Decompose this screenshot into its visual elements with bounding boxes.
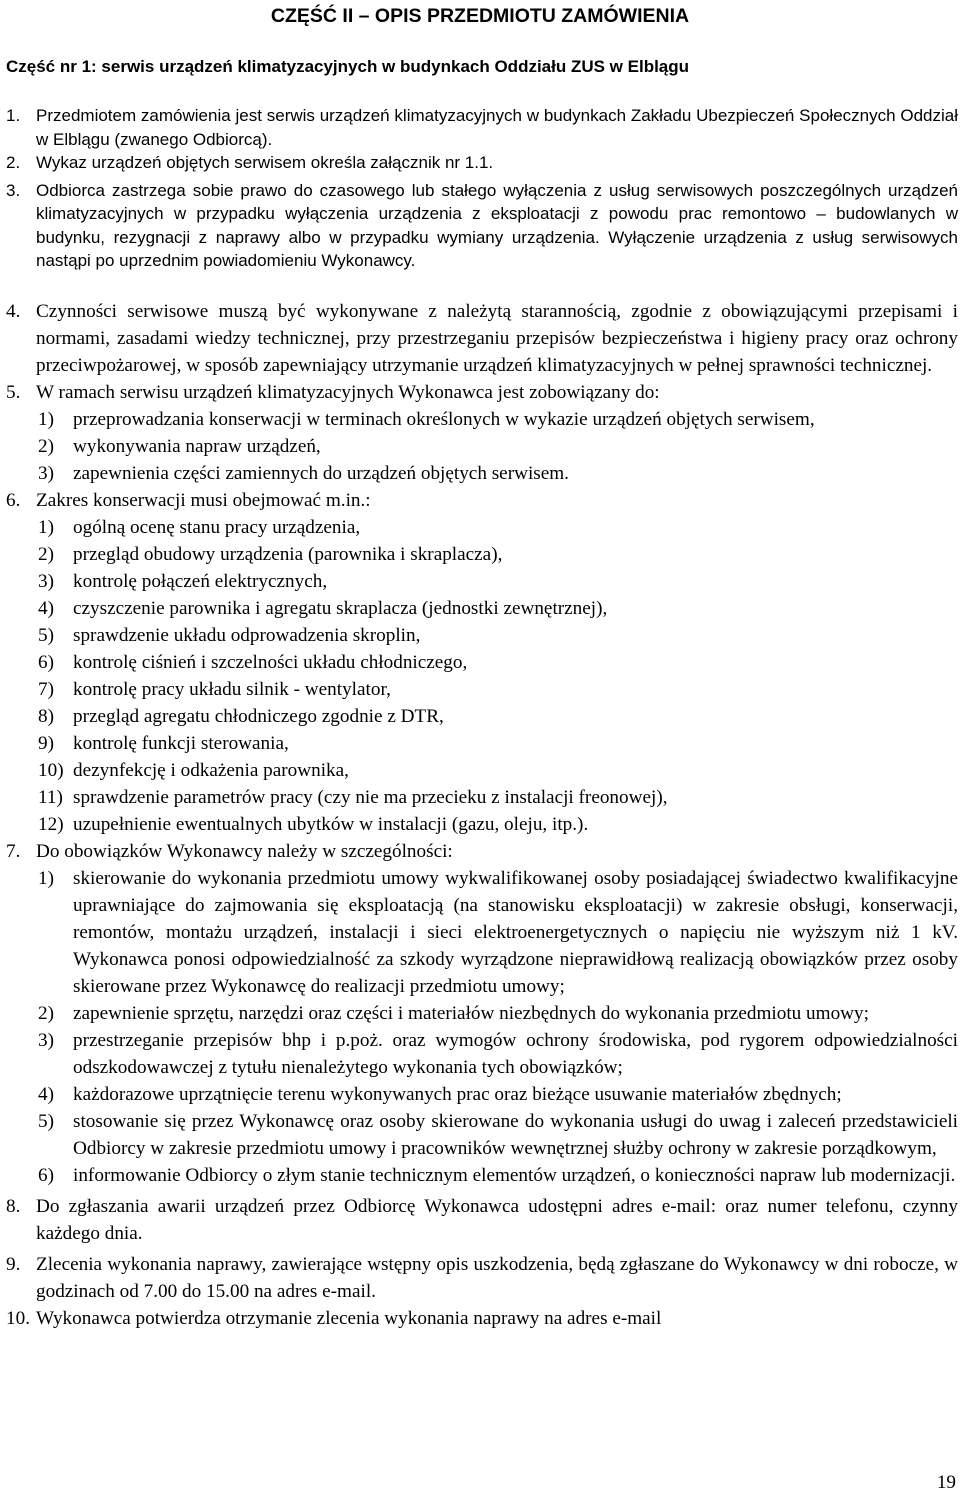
list-item-8	[6, 1193, 958, 1247]
sub-item	[38, 730, 958, 757]
list-item-4	[6, 298, 958, 379]
sub-item-number: 2)	[38, 436, 54, 457]
sub-item-number: 1)	[38, 868, 54, 889]
sub-item-text: przestrzeganie przepisów bhp i p.poż. oraz wymogów ochrony środowiska, pod rygorem odpowiedzialności odszkodowawczej z tytułu nienależytego wykonania tych obowiązków;	[73, 1030, 958, 1078]
sub-item	[38, 1081, 958, 1108]
item-text: Do obowiązków Wykonawcy należy w szczególności:	[36, 841, 453, 862]
sub-item-text: wykonywania napraw urządzeń,	[73, 436, 321, 457]
sub-item	[38, 1162, 958, 1189]
item-text: Odbiorca zastrzega sobie prawo do czasowego lub stałego wyłączenia z usług serwisowych poszczególnych urządzeń klimatyzacyjnych w przypadku wyłączenia urządzenia z eksploatacji z powodu prac remontowo – budowlanych w budynku, rezygnacji z naprawy albo w przypadku wymiany urządzenia. Wyłączenie urządzenia z usług serwisowych nastąpi po uprzednim powiadomieniu Wykonawcy.	[36, 180, 958, 270]
sub-item	[38, 622, 958, 649]
item-number: 10.	[6, 1308, 30, 1329]
sub-item	[38, 541, 958, 568]
sub-item	[38, 649, 958, 676]
list-item-10	[6, 1305, 958, 1332]
item-text: Przedmiotem zamówienia jest serwis urządzeń klimatyzacyjnych w budynkach Zakładu Ubezpieczeń Społecznych Oddział w Elblągu (zwanego Odbiorcą).	[36, 106, 958, 149]
sub-item-text: kontrolę pracy układu silnik - wentylator,	[73, 679, 391, 700]
sub-item	[38, 784, 958, 811]
sub-item-number: 4)	[38, 598, 54, 619]
sub-item-number: 10)	[38, 760, 64, 781]
item-number: 6.	[6, 490, 21, 511]
sub-item	[38, 568, 958, 595]
section-subtitle: Część nr 1: serwis urządzeń klimatyzacyjnych w budynkach Oddziału ZUS w Elblągu	[6, 57, 690, 76]
sub-item-text: czyszczenie parownika i agregatu skraplacza (jednostki zewnętrznej),	[73, 598, 608, 619]
list-item-3	[6, 179, 958, 273]
sub-item-text: zapewnienia części zamiennych do urządzeń objętych serwisem.	[73, 463, 569, 484]
sub-item	[38, 811, 958, 838]
sub-item	[38, 1000, 958, 1027]
sub-item-text: sprawdzenie układu odprowadzenia skroplin,	[73, 625, 421, 646]
sub-item-text: kontrolę połączeń elektrycznych,	[73, 571, 328, 592]
sub-item	[38, 460, 958, 487]
item-text: Wykaz urządzeń objętych serwisem określa załącznik nr 1.1.	[36, 153, 494, 172]
sub-item-text: przeprowadzania konserwacji w terminach określonych w wykazie urządzeń objętych serwisem,	[73, 409, 815, 430]
item-number: 1.	[6, 106, 21, 125]
sub-item	[38, 595, 958, 622]
sub-item-number: 2)	[38, 544, 54, 565]
sub-item	[38, 676, 958, 703]
sub-item	[38, 757, 958, 784]
page-title: CZĘŚĆ II – OPIS PRZEDMIOTU ZAMÓWIENIA	[270, 5, 690, 27]
list-item-9	[6, 1251, 958, 1305]
item-number: 3.	[6, 180, 21, 200]
list-item-5	[6, 379, 958, 406]
item-number: 7.	[6, 841, 21, 862]
sub-item	[38, 703, 958, 730]
sub-item-text: przegląd obudowy urządzenia (parownika i skraplacza),	[73, 544, 503, 565]
sub-item-number: 12)	[38, 814, 64, 835]
item-number: 9.	[6, 1254, 21, 1275]
item-number: 2.	[6, 153, 21, 172]
sub-item-number: 2)	[38, 1003, 54, 1024]
item-number: 8.	[6, 1196, 21, 1217]
sub-item-number: 5)	[38, 625, 54, 646]
sub-item-text: zapewnienie sprzętu, narzędzi oraz części i materiałów niezbędnych do wykonania przedmiotu umowy;	[73, 1003, 869, 1024]
page-number: 19	[936, 1472, 956, 1493]
sub-item	[38, 865, 958, 1000]
sub-item-number: 7)	[38, 679, 54, 700]
list-item-2	[6, 151, 958, 175]
sub-item-text: kontrolę ciśnień i szczelności układu chłodniczego,	[73, 652, 468, 673]
sub-item-number: 3)	[38, 1030, 54, 1051]
list-block-sans	[6, 104, 958, 273]
sub-item	[38, 1108, 958, 1162]
sub-item	[38, 406, 958, 433]
item-text: Zakres konserwacji musi obejmować m.in.:	[36, 490, 371, 511]
sub-item-number: 6)	[38, 1165, 54, 1186]
sub-item-text: każdorazowe uprzątnięcie terenu wykonywanych prac oraz bieżące usuwanie materiałów zbędnych;	[73, 1084, 842, 1105]
item-number: 4.	[6, 301, 21, 322]
sub-item-text: dezynfekcję i odkażenia parownika,	[73, 760, 349, 781]
list-item-1	[6, 104, 958, 151]
sub-item-text: ogólną ocenę stanu pracy urządzenia,	[73, 517, 361, 538]
list-item-7	[6, 838, 958, 865]
item-text: Czynności serwisowe muszą być wykonywane z należytą starannością, zgodnie z obowiązującymi przepisami i normami, zasadami wiedzy technicznej, przy przestrzeganiu przepisów bezpieczeństwa i higieny pracy oraz ochrony przeciwpożarowej, w sposób zapewniający utrzymanie urządzeń klimatyzacyjnych w pełnej sprawności technicznej.	[36, 301, 958, 376]
item-number: 5.	[6, 382, 21, 403]
sub-item-number: 6)	[38, 652, 54, 673]
sub-item-number: 1)	[38, 517, 54, 538]
sub-item-number: 3)	[38, 571, 54, 592]
sub-item-number: 11)	[38, 787, 63, 808]
sub-item-number: 4)	[38, 1084, 54, 1105]
sub-item-number: 1)	[38, 409, 54, 430]
sub-item	[38, 433, 958, 460]
sub-item-number: 5)	[38, 1111, 54, 1132]
item-text: Do zgłaszania awarii urządzeń przez Odbiorcę Wykonawca udostępni adres e-mail: oraz numer telefonu, czynny każdego dnia.	[36, 1196, 958, 1244]
sub-item-number: 9)	[38, 733, 54, 754]
sub-item-text: kontrolę funkcji sterowania,	[73, 733, 289, 754]
item-text: Wykonawca potwierdza otrzymanie zlecenia wykonania naprawy na adres e-mail	[36, 1308, 662, 1329]
sub-item-number: 3)	[38, 463, 54, 484]
sub-item-text: informowanie Odbiorcy o złym stanie technicznym elementów urządzeń, o konieczności napraw lub modernizacji.	[73, 1165, 956, 1186]
list-block-serif	[6, 298, 958, 1332]
sub-item	[38, 1027, 958, 1081]
sub-item-text: skierowanie do wykonania przedmiotu umowy wykwalifikowanej osoby posiadającej świadectwo kwalifikacyjne uprawniające do zajmowania się eksploatacją (na stanowisku eksploatacji) w zakresie obsługi, konserwacji, remontów, montażu urządzeń, instalacji i sieci elektroenergetycznych o napięciu nie wyższym niż 1 kV. Wykonawca ponosi odpowiedzialność za szkody wyrządzone nieprawidłową realizacją obowiązków przez osoby skierowane przez Wykonawcę do realizacji przedmiotu umowy;	[73, 868, 958, 997]
sub-item-text: przegląd agregatu chłodniczego zgodnie z DTR,	[73, 706, 444, 727]
item-text: W ramach serwisu urządzeń klimatyzacyjnych Wykonawca jest zobowiązany do:	[36, 382, 660, 403]
sub-item-number: 8)	[38, 706, 54, 727]
sub-item-text: uzupełnienie ewentualnych ubytków w instalacji (gazu, oleju, itp.).	[73, 814, 589, 835]
sub-item-text: stosowanie się przez Wykonawcę oraz osoby skierowane do wykonania usługi do uwag i zaleceń przedstawicieli Odbiorcy w zakresie przedmiotu umowy i pracowników wewnętrznej służby ochrony w zakresie porządkowym,	[73, 1111, 958, 1159]
list-item-6	[6, 487, 958, 514]
item-text: Zlecenia wykonania naprawy, zawierające wstępny opis uszkodzenia, będą zgłaszane do Wykonawcy w dni robocze, w godzinach od 7.00 do 15.00 na adres e-mail.	[36, 1254, 958, 1302]
sub-item	[38, 514, 958, 541]
sub-item-text: sprawdzenie parametrów pracy (czy nie ma przecieku z instalacji freonowej),	[73, 787, 668, 808]
